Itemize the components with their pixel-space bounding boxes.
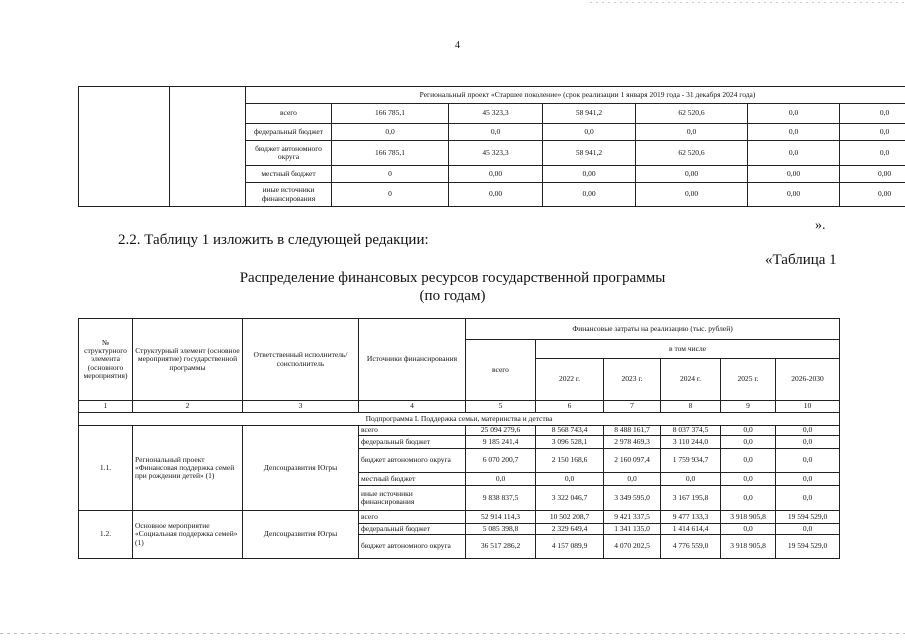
- table-row: местный бюджет 0 0,00 0,00 0,00 0,00 0,00: [79, 166, 905, 183]
- header-year-2023: 2023 г.: [604, 359, 661, 401]
- table-row: федеральный бюджет 5 085 398,8 2 329 649,4 1 341 135,0 1 414 614,4 0,0 0,0: [79, 524, 840, 535]
- item-num: 1.1.: [79, 426, 133, 511]
- top-empty-cell-2: [170, 87, 246, 207]
- table-row: бюджет автономного округа 6 070 200,7 2 150 168,6 2 160 097,4 1 759 934,7 0,0 0,0: [79, 449, 840, 473]
- table-row: местный бюджет 0,0 0,0 0,0 0,0 0,0 0,0: [79, 473, 840, 486]
- table-row: бюджет автономного округа 166 785,1 45 323,3 58 941,2 62 520,6 0,0 0,0: [79, 141, 905, 166]
- item-num: 1.2.: [79, 511, 133, 559]
- page-number: 4: [455, 40, 460, 51]
- table-row: федеральный бюджет 0,0 0,0 0,0 0,0 0,0 0,0: [79, 124, 905, 141]
- header-total: всего: [466, 340, 536, 401]
- closing-quote: ».: [815, 218, 826, 233]
- table-row: 1.2. Основное мероприятие «Социальная поддержка семей» (1) Депсоцразвития Югры всего 52 914 114,3 10 502 208,7 9 421 337,5 9 477 133,3 3 918 905,8 19 594 529,0: [79, 511, 840, 524]
- scan-artifact-bottom: [0, 633, 905, 634]
- header-year-2025: 2025 г.: [721, 359, 776, 401]
- table-row: бюджет автономного округа 36 517 286,2 4 157 089,9 4 070 202,5 4 776 559,0 3 918 905,8 19 594 529,0: [79, 535, 840, 559]
- item-responsible: Депсоцразвития Югры: [243, 511, 359, 559]
- header-element: Структурный элемент (основное мероприятие) государственной программы: [133, 319, 243, 401]
- scan-artifact-top: [590, 2, 905, 3]
- header-num: № структурного элемента (основного мероприятия): [79, 319, 133, 401]
- table-label: «Таблица 1: [765, 252, 837, 268]
- table-row: федеральный бюджет 9 185 241,4 3 096 528,1 2 978 469,3 3 110 244,0 0,0 0,0: [79, 436, 840, 449]
- header-including: в том числе: [536, 340, 840, 359]
- title-line-2: (по годам): [419, 288, 486, 304]
- header-responsible: Ответственный исполнитель/соисполнитель: [243, 319, 359, 401]
- item-element: Основное мероприятие «Социальная поддержка семей» (1): [133, 511, 243, 559]
- main-table: [78, 318, 840, 559]
- table-row: иные источники финансирования 9 838 837,5 3 322 046,7 3 349 595,0 3 167 195,8 0,0 0,0: [79, 486, 840, 511]
- title-line-1: Распределение финансовых ресурсов государственной программы: [239, 270, 666, 286]
- item-element: Региональный проект «Финансовая поддержка семей при рождении детей» (1): [133, 426, 243, 511]
- top-empty-cell-1: [79, 87, 170, 207]
- table-row: всего 166 785,1 45 323,3 58 941,2 62 520,6 0,0 0,0: [79, 104, 905, 124]
- top-table-header: Региональный проект «Старшее поколение» (срок реализации 1 января 2019 года - 31 декабря 2024 года): [246, 87, 905, 104]
- header-sources: Источники финансирования: [359, 319, 466, 401]
- table-top: [78, 86, 905, 207]
- header-year-2024: 2024 г.: [661, 359, 721, 401]
- document-title: [0, 269, 905, 305]
- column-numbers-row: 1 2 3 4 5 6 7 8 9 10: [79, 401, 840, 413]
- header-year-2022: 2022 г.: [536, 359, 604, 401]
- table-row: 1.1. Региональный проект «Финансовая поддержка семей при рождении детей» (1) Депсоцразвития Югры всего 25 094 279,6 8 568 743,4 8 488 161,7 8 037 374,5 0,0 0,0: [79, 426, 840, 436]
- header-costs: Финансовые затраты на реализацию (тыс. рублей): [466, 319, 840, 340]
- item-responsible: Депсоцразвития Югры: [243, 426, 359, 511]
- subprogram-title: Подпрограмма I. Поддержка семьи, материнства и детства: [79, 413, 840, 426]
- header-year-2026-2030: 2026-2030: [776, 359, 840, 401]
- instruction-text: 2.2. Таблицу 1 изложить в следующей редакции:: [118, 232, 429, 248]
- table-row: иные источники финансирования 0 0,00 0,00 0,00 0,00 0,00: [79, 183, 905, 207]
